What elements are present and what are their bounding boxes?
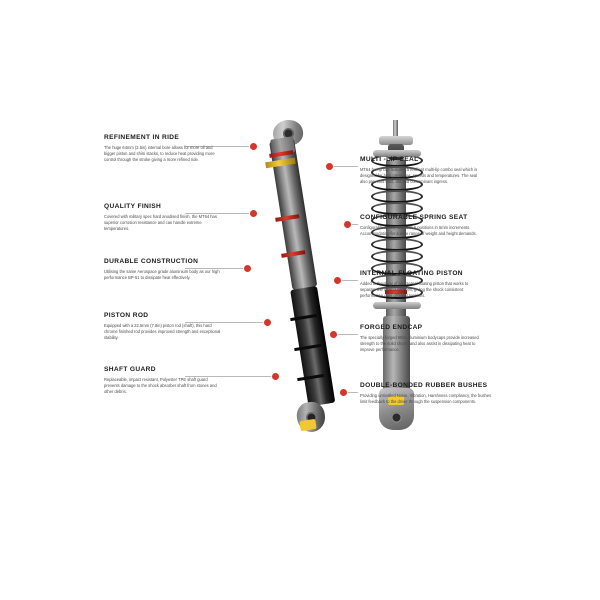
callout-body: MT64 bump cup features a resilient multi-lip combo seal which is designed for high pressures, speeds and temperatures. The seal also prevents dust, dirt and contaminant ingress. [360, 166, 478, 184]
callout-title: CONFIGURABLE SPRING SEAT [360, 214, 468, 221]
callout-body: The specially forged 6061 aluminium bodycaps provide increased strength to the solid shock, and also assist in dissipating heat to improve performance. [360, 334, 479, 352]
callout-double-bonded-rubber-bushes [360, 382, 496, 405]
callout-body: Configurable spring seat with 6 positions in 5mm increments. Accommodating for a wide range of weight and height demands. [360, 224, 477, 236]
hotspot-double-bonded-rubber-bushes [340, 389, 347, 396]
callout-title: MULTI -LIP SEAL [360, 156, 419, 163]
callout-piston-rod [104, 312, 224, 341]
callout-title: PISTON ROD [104, 312, 149, 319]
hotspot-shaft-guard [272, 373, 279, 380]
hotspot-durable-construction [244, 265, 251, 272]
callout-refinement-in-ride [104, 134, 224, 163]
callout-title: DOUBLE-BONDED RUBBER BUSHES [360, 382, 488, 389]
callout-title: INTERNAL FLOATING PISTON [360, 270, 463, 277]
hotspot-refinement [250, 143, 257, 150]
leader-line-multi-lip-seal [330, 166, 358, 167]
callout-durable-construction [104, 258, 224, 281]
callout-body: Added technology of an internal floating piston that works to separate the oil and nitrogen, giving the shock consistent performance over different tensions. [360, 280, 469, 298]
callout-body: Utilising the same Aerospace grade aluminium body as our high performance BP-51 to dissipate heat effectively. [104, 268, 220, 280]
hotspot-multi-lip-seal [326, 163, 333, 170]
callout-title: SHAFT GUARD [104, 366, 156, 373]
hotspot-quality-finish [250, 210, 257, 217]
callout-title: QUALITY FINISH [104, 203, 162, 210]
callout-body: Covered with military spec hard anodised finish, the MT64 has superior corrosion resistance and can handle extreme temperatures. [104, 213, 217, 231]
callout-configurable-spring-seat [360, 214, 480, 237]
callout-body: Providing unrivalled Noise, Vibration, Harshness compliancy, the bushes limit feedback to the driver through the suspension components. [360, 392, 492, 404]
callout-title: DURABLE CONSTRUCTION [104, 258, 199, 265]
callout-quality-finish [104, 203, 224, 232]
hotspot-internal-floating-piston [334, 277, 341, 284]
callout-body: The huge 64mm (2.5in) internal bore allows for more oil and bigger piston and shim stacks, to reduce heat providing more control through the stroke giving a more refined ride. [104, 144, 215, 162]
hotspot-piston-rod [264, 319, 271, 326]
leader-line-internal-floating-piston [340, 280, 358, 281]
hotspot-configurable-spring-seat [344, 221, 351, 228]
shock-absorber-illustration [245, 120, 335, 450]
callout-forged-endcap [360, 324, 480, 353]
hotspot-forged-endcap [330, 331, 337, 338]
callout-multi-lip-seal [360, 156, 480, 185]
configurable-spring-seat [373, 302, 421, 309]
callout-body: Equipped with a 22.5mm (7.8in) piston rod (shaft), this hard chrome finished rod provides improved strength and exceptional stability. [104, 322, 221, 340]
callout-body: Replaceable, impact resistant, Polyester TPE shaft guard prevents damage to the shock absorber shaft from stones and other debris. [104, 376, 217, 394]
callout-internal-floating-piston [360, 270, 480, 299]
callout-title: FORGED ENDCAP [360, 324, 423, 331]
callout-title: REFINEMENT IN RIDE [104, 134, 180, 141]
leader-line-forged-endcap [336, 334, 358, 335]
callout-shaft-guard [104, 366, 224, 395]
endcap-bush-bore [391, 412, 402, 423]
